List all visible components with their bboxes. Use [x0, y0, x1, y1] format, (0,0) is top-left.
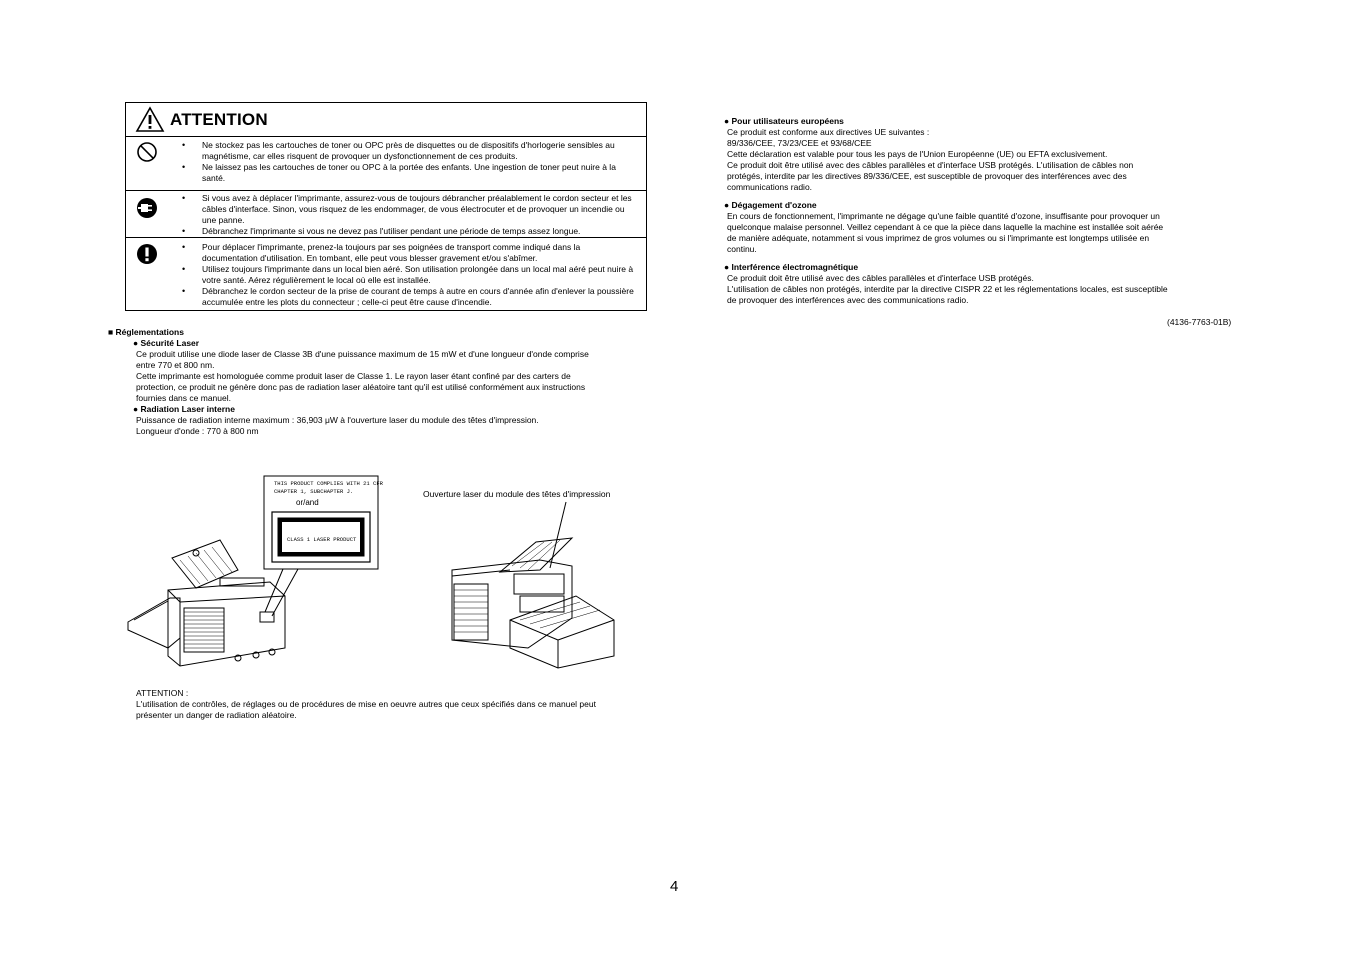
laser-safety-text: Ce produit utilise une diode laser de Classe 3B d'une puissance maximum de 15 mW et d'une longueur d'onde comprise entre 770 et 800 nm. Cette imprimante est homologuée comme produit laser de Classe 1. Le rayon laser étant confiné par des carters de protection, ce produit ne génère donc pas de radiation laser aléatoire tant qu'il est utilisé conformément aux instructions fournies dans ce manuel. — [136, 349, 589, 403]
list-item: • Ne stockez pas les cartouches de toner ou OPC près de disquettes ou de dispositifs d'horlogerie sensibles au magnétisme, car elles risquent de provoquer un dysfonctionnement de ces produits. — [182, 140, 638, 162]
list-item: • Débranchez l'imprimante si vous ne devez pas l'utiliser pendant une période de temps assez longue. — [182, 226, 638, 237]
complies-line-1: THIS PRODUCT COMPLIES WITH 21 CFR — [274, 480, 383, 487]
page-number: 4 — [670, 878, 679, 895]
or-and-label: or/and — [296, 498, 319, 507]
no-sign-icon — [136, 141, 158, 163]
ozone-text: En cours de fonctionnement, l'imprimante ne dégage qu'une faible quantité d'ozone, insuffisante pour provoquer un quelconque malaise personnel. Veillez cependant à ce que la pièce dans laquelle la machine est installée soit aérée de manière adéquate, notamment si vous imprimez de gros volumes ou si l'imprimante est longtemps utilisée en continu. — [727, 211, 1164, 254]
ozone-title: ● Dégagement d'ozone — [724, 200, 817, 210]
class1-label: CLASS 1 LASER PRODUCT — [287, 536, 357, 543]
attention-row — [126, 238, 646, 311]
aperture-caption: Ouverture laser du module des têtes d'impression — [423, 489, 611, 499]
attention-header — [126, 103, 646, 137]
internal-radiation-text: Puissance de radiation interne maximum : 36,903 μW à l'ouverture laser du module des têtes d'impression. Longueur d'onde : 770 à 800 nm — [136, 415, 539, 436]
unplug-icon — [136, 197, 158, 219]
emi-text: Ce produit doit être utilisé avec des câbles parallèles et d'interface USB protégés. L'utilisation de câbles non protégés, interdite par la directive CISPR 22 et les réglementations locales, est susceptible de provoquer des interférences avec des communications radio. — [727, 273, 1168, 305]
open-printer-illustration — [440, 500, 620, 672]
internal-radiation-title: ● Radiation Laser interne — [133, 404, 235, 414]
eu-text: Ce produit est conforme aux directives UE suivantes : 89/336/CEE, 73/23/CEE et 93/68/CEE Cette déclaration est valable pour tous les pays de l'Union Européenne (UE) ou EFTA exclusivement. Ce produit doit être utilisé avec des câbles parallèles et d'interface USB protégés. L'utilisation de câbles non protégés, interdite par les directives 89/336/CEE, est susceptible de provoquer des interférences avec des communications radio. — [727, 127, 1134, 192]
attention-row — [126, 191, 646, 238]
exclamation-icon — [136, 243, 158, 265]
list-item: • Si vous avez à déplacer l'imprimante, assurez-vous de toujours débrancher préalablement le cordon secteur et les câbles d'interface. Sinon, vous risquez de les endommager, de vous électrocuter et de provoquer un incendie ou une panne. — [182, 193, 638, 226]
list-item: • Ne laissez pas les cartouches de toner ou OPC à la portée des enfants. Une ingestion de toner peut nuire à la santé. — [182, 162, 638, 184]
attention-box — [125, 102, 647, 311]
list-item: • Pour déplacer l'imprimante, prenez-la toujours par ses poignées de transport comme indiqué dans la documentation d'utilisation. En tombant, elle peut vous blesser gravement et/ou s'abîmer. — [182, 242, 638, 264]
attention-row — [126, 137, 646, 191]
list-item: • Débranchez le cordon secteur de la prise de courant de temps à autre en cours d'année afin d'enlever la poussière accumulée entre les plots du connecteur ; celle-ci peut être cause d'incendie. — [182, 286, 638, 308]
printer-label-illustration — [120, 470, 420, 675]
regulations-heading: ■ Réglementations — [108, 327, 184, 337]
warning-triangle-icon — [135, 106, 165, 133]
caution-text: L'utilisation de contrôles, de réglages ou de procédures de mise en oeuvre autres que ceux spécifiés dans ce manuel peut présenter un danger de radiation aléatoire. — [136, 699, 596, 720]
list-item: • Utilisez toujours l'imprimante dans un local bien aéré. Son utilisation prolongée dans un local mal aéré peut nuire à votre santé. Aérez régulièrement le local où elle est installée. — [182, 264, 638, 286]
complies-line-2: CHAPTER 1, SUBCHAPTER J. — [274, 488, 354, 495]
document-code: (4136-7763-01B) — [1167, 317, 1232, 327]
complies-label — [274, 480, 383, 496]
laser-safety-title: ● Sécurité Laser — [133, 338, 200, 348]
caution-title: ATTENTION : — [136, 688, 189, 698]
eu-title: ● Pour utilisateurs européens — [724, 116, 844, 126]
emi-title: ● Interférence électromagnétique — [724, 262, 859, 272]
attention-title: ATTENTION — [170, 110, 268, 129]
